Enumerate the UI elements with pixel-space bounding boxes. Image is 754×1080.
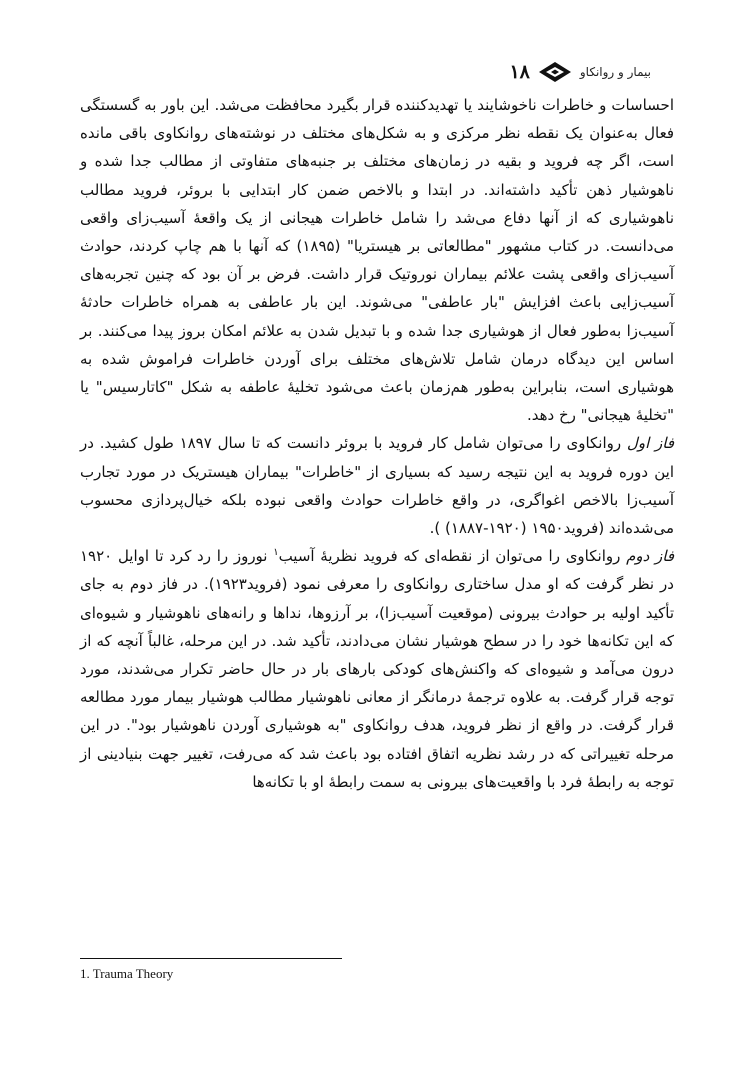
paragraph-3 bbox=[80, 542, 674, 796]
paragraph-3-text: نوروز را رد کرد تا اوایل ۱۹۲۰ در نظر گرفت که او مدل ساختاری روانکاوی را معرفی نمود (فروید۱۹۲۳). در فاز دوم به جای تأکید اولیه بر حوادث بیرونی (موقعیت آسیب‌زا)، بر آرزوها، نداها و رانه‌های ناهوشیار و شیوه‌ای که این تکانه‌ها خود را در سطح هوشیار نشان می‌دادند، تأکید شد. در این مرحله، غالباً آنچه که از درون می‌آمد و شیوه‌ای که واکنش‌های کودکی بارهای بار در حال حاضر تکرار می‌شدند، مورد توجه قرار گرفت. به علاوه ترجمهٔ درمانگر از معانی ناهوشیار مطالب هوشیار بیمار مورد مطالعه قرار گرفت. در واقع از نظر فروید، هدف روانکاوی "به هوشیاری آوردن ناهوشیار بود". در این مرحله تغییراتی که در رشد نظریه اتفاق افتاده بود باعث شد که می‌رفت، تغییر جهت بنیادینی از توجه به رابطهٔ فرد با واقعیت‌های بیرونی به سمت رابطهٔ او با تکانه‌ها bbox=[80, 547, 674, 791]
paragraph-2 bbox=[80, 429, 674, 542]
paragraph-1 bbox=[80, 91, 674, 429]
footnote: 1. Trauma Theory bbox=[80, 966, 174, 981]
paragraph-3-text-before-note: روانکاوی را می‌توان از نقطه‌ای که فروید نظریهٔ آسیب bbox=[278, 547, 627, 566]
paragraph-1-text: احساسات و خاطرات ناخوشایند یا تهدیدکننده قرار بگیرد محافظت می‌شد. این باور به گسستگی فعال به‌عنوان یک نقطه نظر مرکزی و به شکل‌های مختلف در نوشته‌های روانکاوی باقی مانده است، اگر چه فروید و بقیه در زمان‌های مختلف بر جنبه‌های متفاوتی از مطالب جدا شده و ناهوشیار ذهن تأکید داشته‌اند. در ابتدا و بالاخص ضمن کار ابتدایی با بروئر، فروید مطالب ناهوشیاری که از آنها دفاع می‌شد را شامل خاطرات هیجانی از یک واقعهٔ آسیب‌زای واقعی می‌دانست. در کتاب مشهور "مطالعاتی بر هیستریا" (۱۸۹۵) که آنها با هم چاپ کردند، حوادث آسیب‌زای واقعی پشت علائم بیماران نوروتیک قرار داشت. فرض بر آن بود که چنین تجربه‌های آسیب‌زایی باعث افزایش "بار عاطفی" می‌شوند. این بار عاطفی به همراه خاطرات حادثهٔ آسیب‌زا به‌طور فعال از هوشیاری جدا شده و با تبدیل شدن به علائم امکان بروز پیدا می‌کنند. بر اساس این دیدگاه درمان شامل تلاش‌های مختلف برای آوردن خاطرات فراموش شده به هوشیاری است، بنابراین به‌طور هم‌زمان باعث می‌شود تخلیهٔ عاطفه به شکل "کاتارسیس" یا "تخلیهٔ هیجانی" رخ دهد. bbox=[80, 96, 674, 425]
paragraph-2-text: روانکاوی را می‌توان شامل کار فروید با بروئر دانست که تا سال ۱۸۹۷ طول کشید. در این دوره فروید به این نتیجه رسید که بسیاری از "خاطرات" بیماران هیستریک در مورد تجارب آسیب‌زا بالاخص اغواگری، در واقع خاطرات حوادث واقعی نبوده بلکه خیال‌پردازی محسوب می‌شده‌اند (فروید۱۹۵۰ (۱۹۲۰-۱۸۸۷) ). bbox=[80, 434, 674, 538]
running-title: بیمار و روانکاو bbox=[579, 65, 651, 79]
footnote-mark[interactable]: ۱ bbox=[273, 547, 279, 559]
diamond-ornament-icon bbox=[538, 61, 572, 83]
footnote-divider bbox=[80, 958, 342, 959]
body-text bbox=[80, 91, 674, 796]
paragraph-2-lead: فاز اول bbox=[626, 434, 674, 453]
page-number: ۱۸ bbox=[509, 61, 530, 83]
running-header bbox=[509, 58, 651, 86]
paragraph-3-lead: فاز دوم bbox=[626, 547, 674, 566]
